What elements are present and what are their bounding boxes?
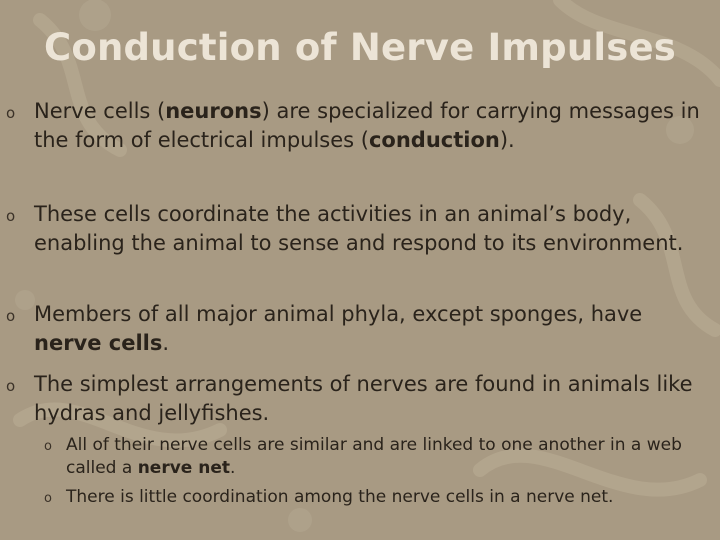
bullet-text: ) are specialized for carrying messages in the form of electrical impulses ( <box>34 99 700 152</box>
bullet-text: These cells coordinate the activities in an animal’s body, enabling the animal to sense and respond to its environment. <box>34 202 684 255</box>
sub-bullet-2 <box>44 486 716 509</box>
bullet-bold-term: nerve cells <box>34 331 163 355</box>
bullet-text: . <box>162 331 170 355</box>
bullet-2 <box>6 200 706 258</box>
bullet-3 <box>6 300 706 358</box>
sub-bullet-text: There is little coordination among the nerve cells in a nerve net. <box>66 487 614 507</box>
bullet-bold-term: neurons <box>165 99 262 123</box>
bullet-marker: o <box>6 207 16 225</box>
sub-bullet-text: All of their nerve cells are similar and are linked to one another in a web called a <box>66 435 682 478</box>
bullet-marker: o <box>6 307 16 325</box>
bullet-4 <box>6 370 706 428</box>
bullet-marker: o <box>6 104 16 122</box>
bullet-text: ). <box>499 128 515 152</box>
bullet-text: The simplest arrangements of nerves are found in animals like hydras and jellyfishes. <box>34 372 693 425</box>
sub-bullet-text: . <box>230 458 236 478</box>
bullet-text: Nerve cells ( <box>34 99 166 123</box>
bullet-text: Members of all major animal phyla, except sponges, have <box>34 302 643 326</box>
sub-bullet-marker: o <box>44 439 52 454</box>
bullet-1 <box>6 97 706 155</box>
sub-bullet-marker: o <box>44 491 52 506</box>
bullet-marker: o <box>6 377 16 395</box>
sub-bullet-1 <box>44 434 716 480</box>
slide-title: Conduction of Nerve Impulses <box>43 26 677 69</box>
sub-bullet-bold-term: nerve net <box>137 458 230 478</box>
bullet-bold-term: conduction <box>368 128 500 152</box>
